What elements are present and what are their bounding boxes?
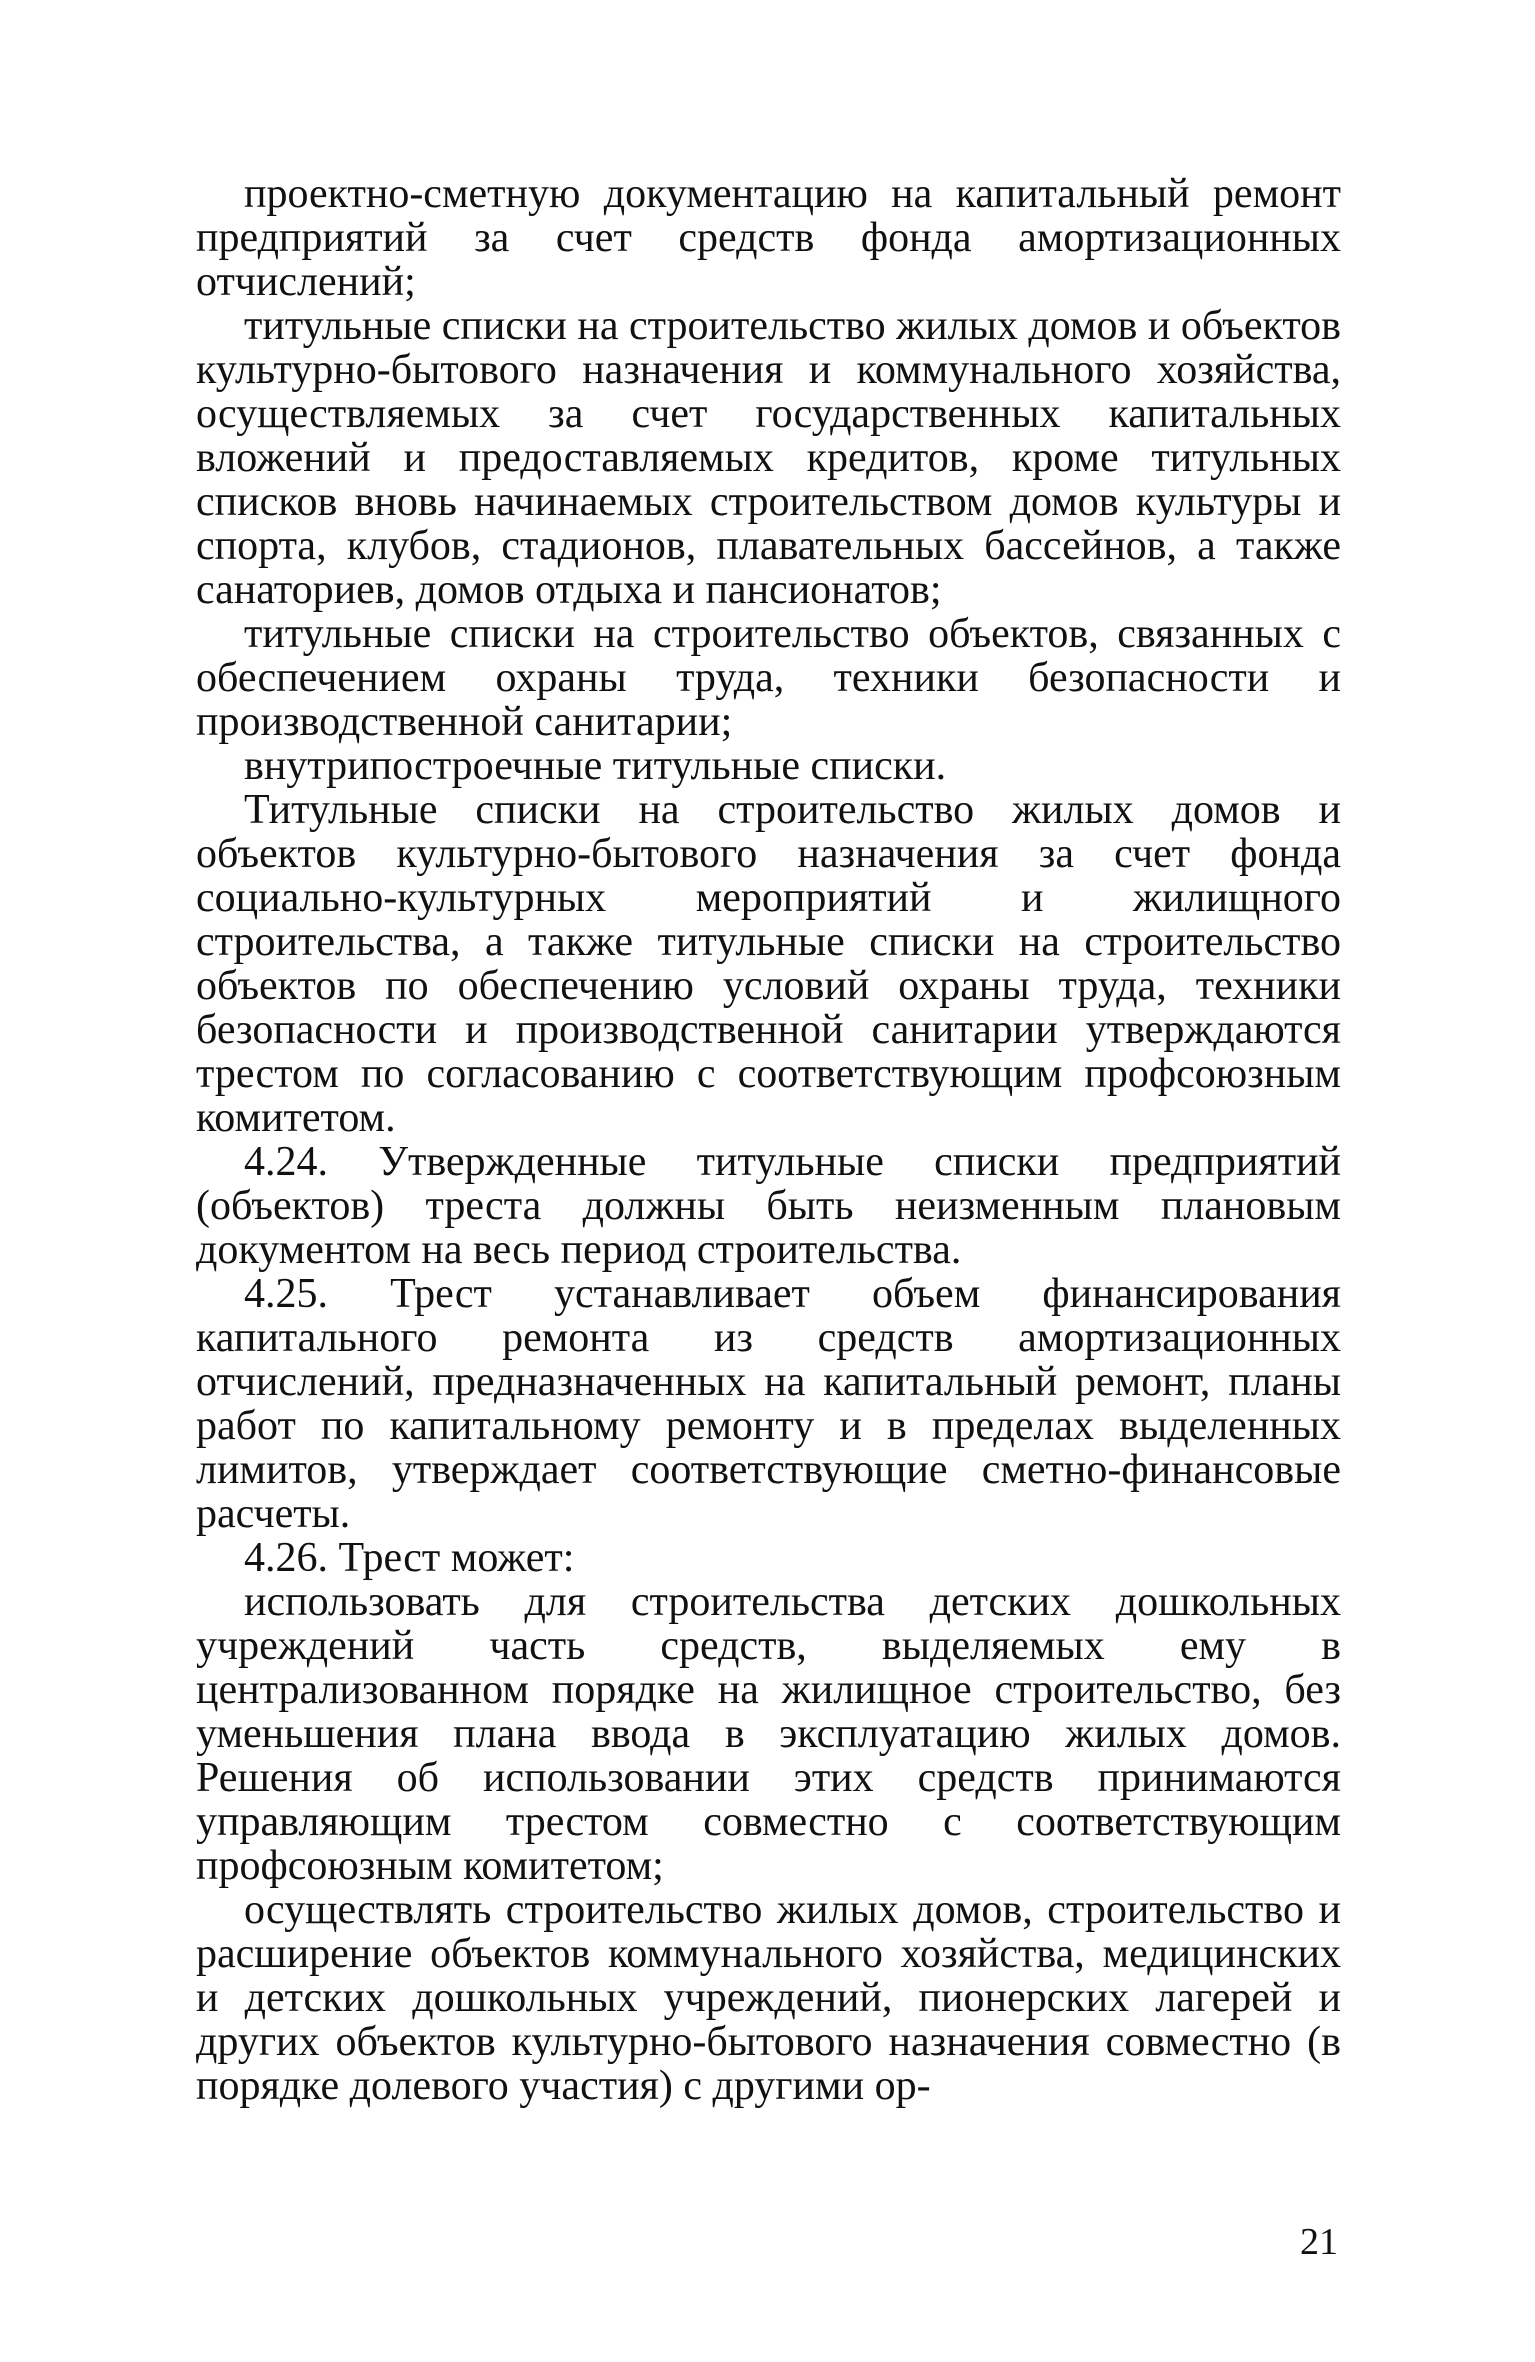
paragraph-project-docs: проектно-сметную документацию на капитальный ремонт предприятий за счет средств фонда амортизационных отчислений; — [196, 171, 1341, 305]
paragraph-title-lists-safety: титульные списки на строительство объектов, связанных с обеспечением охраны труда, техники безопасности и производственной санитарии; — [196, 611, 1341, 745]
paragraph-joint-construction: осуществлять строительство жилых домов, строительство и расширение объектов коммунального хозяйства, медицинских и детских дошкольных учреждений, пионерских лагерей и других объектов культурно-бытового назначения совместно (в порядке долевого участия) с другими ор- — [196, 1887, 1341, 2109]
page-text-block — [196, 172, 1341, 2332]
paragraph-title-lists-housing: титульные списки на строительство жилых домов и объектов культурно-бытового назначения и коммунального хозяйства, осуществляемых за счет государственных капитальных вложений и предоставляемых кредитов, кроме титульных списков вновь начинаемых строительством домов культуры и спорта, клубов, стадионов, плавательных бассейнов, а также санаториев, домов отдыха и пансионатов; — [196, 303, 1341, 613]
paragraph-preschool-funds: использовать для строительства детских дошкольных учреждений часть средств, выделяемых ему в централизованном порядке на жилищное строительство, без уменьшения плана ввода в эксплуатацию жилых домов. Решения об использовании этих средств принимаются управляющим трестом совместно с соответствующим профсоюзным комитетом; — [196, 1579, 1341, 1889]
paragraph-internal-title-lists: внутрипостроечные титульные списки. — [244, 743, 947, 789]
paragraph-approval-by-trust: Титульные списки на строительство жилых домов и объектов культурно-бытового назначения за счет фонда социально-культурных мероприятий и жилищного строительства, а также титульные списки на строительство объектов по обеспечению условий охраны труда, техники безопасности и производственной санитарии утверждаются трестом по согласованию с соответствующим профсоюзным комитетом. — [196, 787, 1341, 1141]
paragraph-section-4-24: 4.24. Утвержденные титульные списки предприятий (объектов) треста должны быть неизменным плановым документом на весь период строительства. — [196, 1139, 1341, 1273]
paragraph-section-4-25: 4.25. Трест устанавливает объем финансирования капитального ремонта из средств амортизационных отчислений, предназначенных на капитальный ремонт, планы работ по капитальному ремонту и в пределах выделенных лимитов, утверждает соответствующие сметно-финансовые расчеты. — [196, 1271, 1341, 1537]
page-number: 21 — [1300, 2221, 1338, 2263]
paragraph-section-4-26: 4.26. Трест может: — [244, 1535, 575, 1581]
